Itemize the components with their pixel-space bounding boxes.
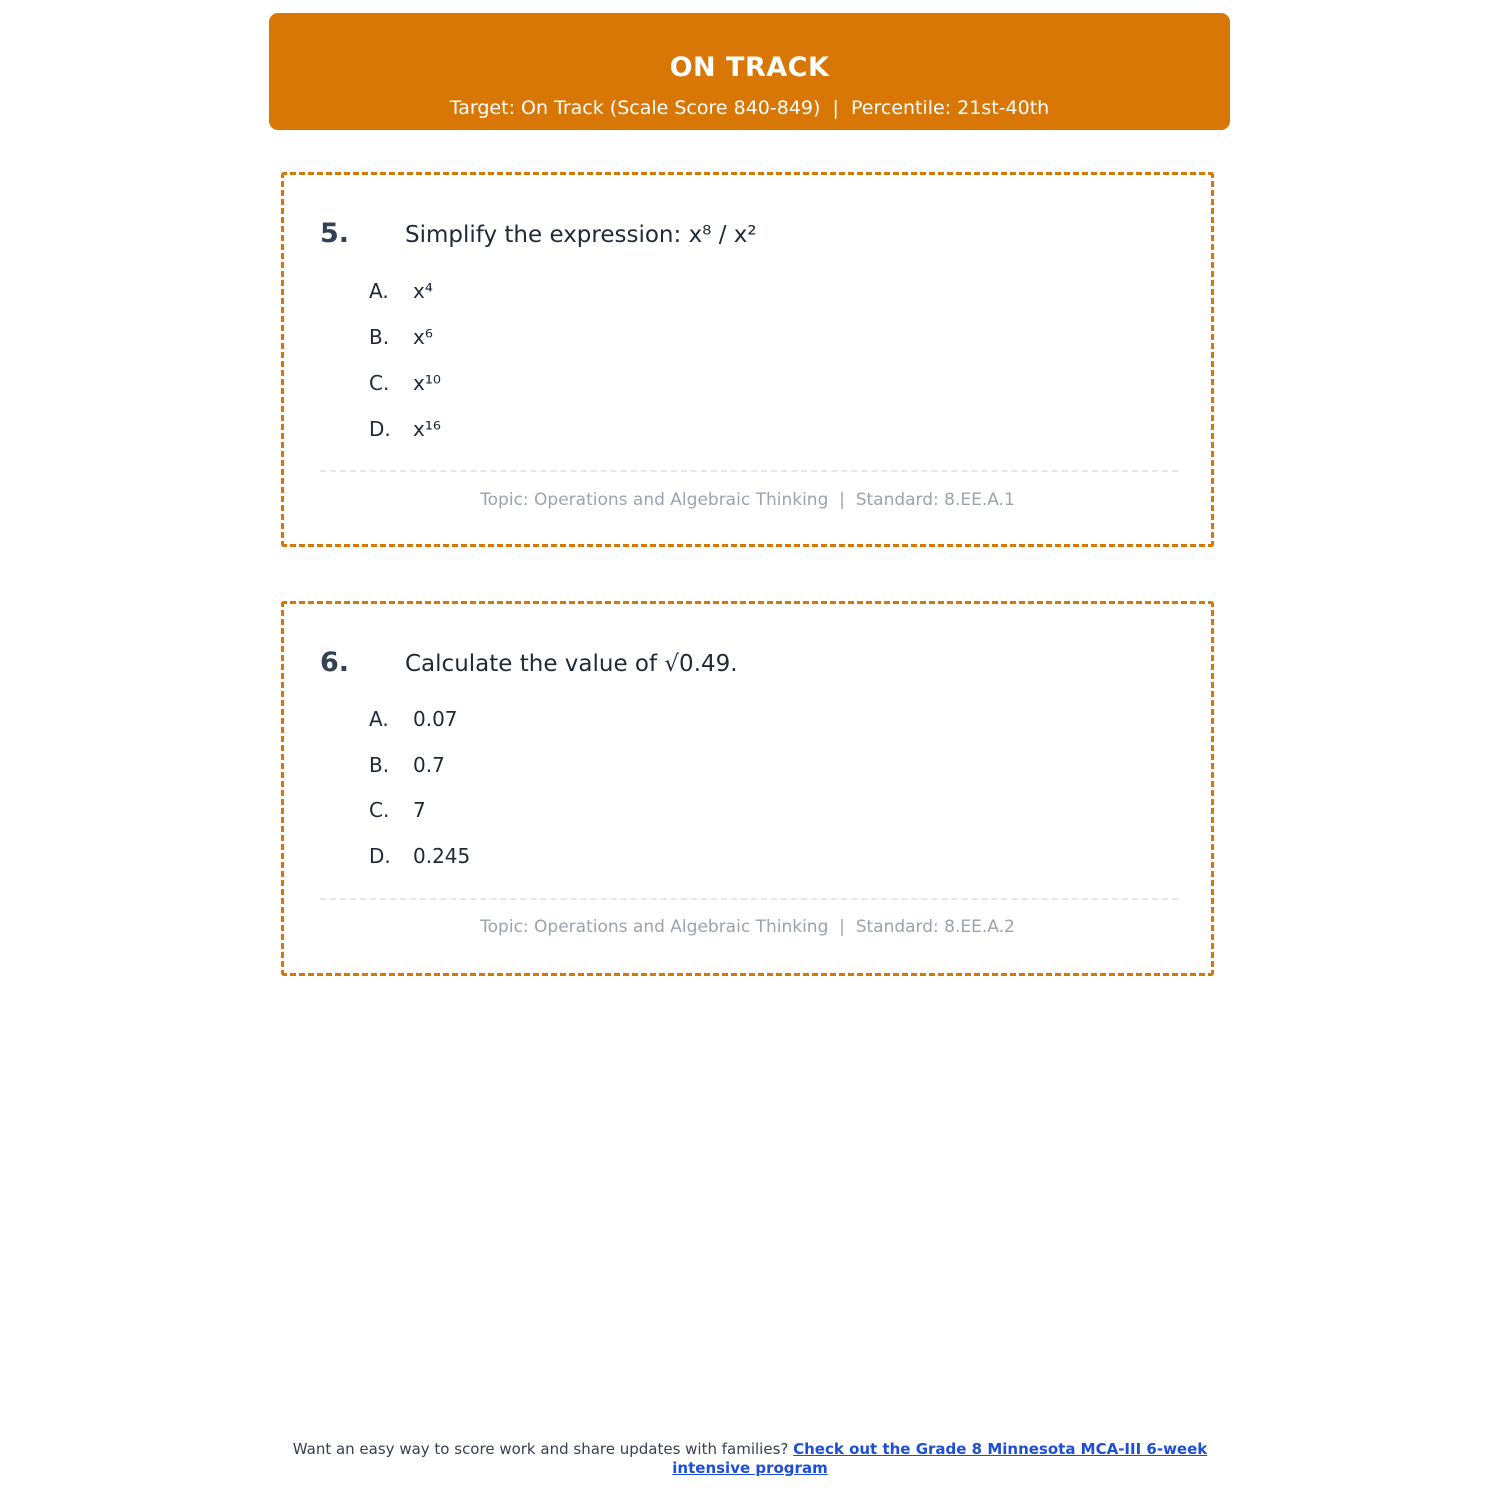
question-text: Simplify the expression: x⁸ / x² bbox=[405, 222, 757, 248]
question-card-6 bbox=[281, 601, 1214, 976]
choice-letter: A. bbox=[369, 707, 389, 731]
choice-letter: D. bbox=[369, 844, 391, 868]
choice-value: x¹⁰ bbox=[413, 371, 441, 395]
choice-value: 0.245 bbox=[413, 844, 471, 868]
divider bbox=[320, 470, 1178, 472]
footer-text: Want an easy way to score work and share updates with families? bbox=[292, 1440, 794, 1458]
choice-letter: A. bbox=[369, 279, 389, 303]
choice-letter: B. bbox=[369, 753, 390, 777]
choice-value: x⁴ bbox=[413, 279, 433, 303]
question-number: 6. bbox=[320, 647, 350, 678]
program-link[interactable]: Check out the Grade 8 Minnesota MCA-III 6-week intensive program bbox=[672, 1440, 1208, 1477]
footer bbox=[270, 1440, 1230, 1478]
choice-value: 7 bbox=[413, 798, 426, 822]
question-number: 5. bbox=[320, 218, 350, 249]
choice-value: x¹⁶ bbox=[413, 417, 441, 441]
status-banner bbox=[269, 13, 1230, 130]
banner-title: ON TRACK bbox=[669, 52, 830, 83]
choice-letter: C. bbox=[369, 371, 390, 395]
choice-letter: D. bbox=[369, 417, 391, 441]
choice-letter: B. bbox=[369, 325, 390, 349]
question-meta: Topic: Operations and Algebraic Thinking | Standard: 8.EE.A.2 bbox=[480, 917, 1015, 937]
choice-value: 0.07 bbox=[413, 707, 458, 731]
banner-subtitle: Target: On Track (Scale Score 840-849) | Percentile: 21st-40th bbox=[449, 97, 1050, 119]
divider bbox=[320, 898, 1178, 900]
question-card-5 bbox=[281, 172, 1214, 547]
choice-letter: C. bbox=[369, 798, 390, 822]
question-text: Calculate the value of √0.49. bbox=[405, 651, 738, 677]
question-meta: Topic: Operations and Algebraic Thinking | Standard: 8.EE.A.1 bbox=[480, 490, 1015, 510]
choice-value: x⁶ bbox=[413, 325, 433, 349]
choice-value: 0.7 bbox=[413, 753, 445, 777]
